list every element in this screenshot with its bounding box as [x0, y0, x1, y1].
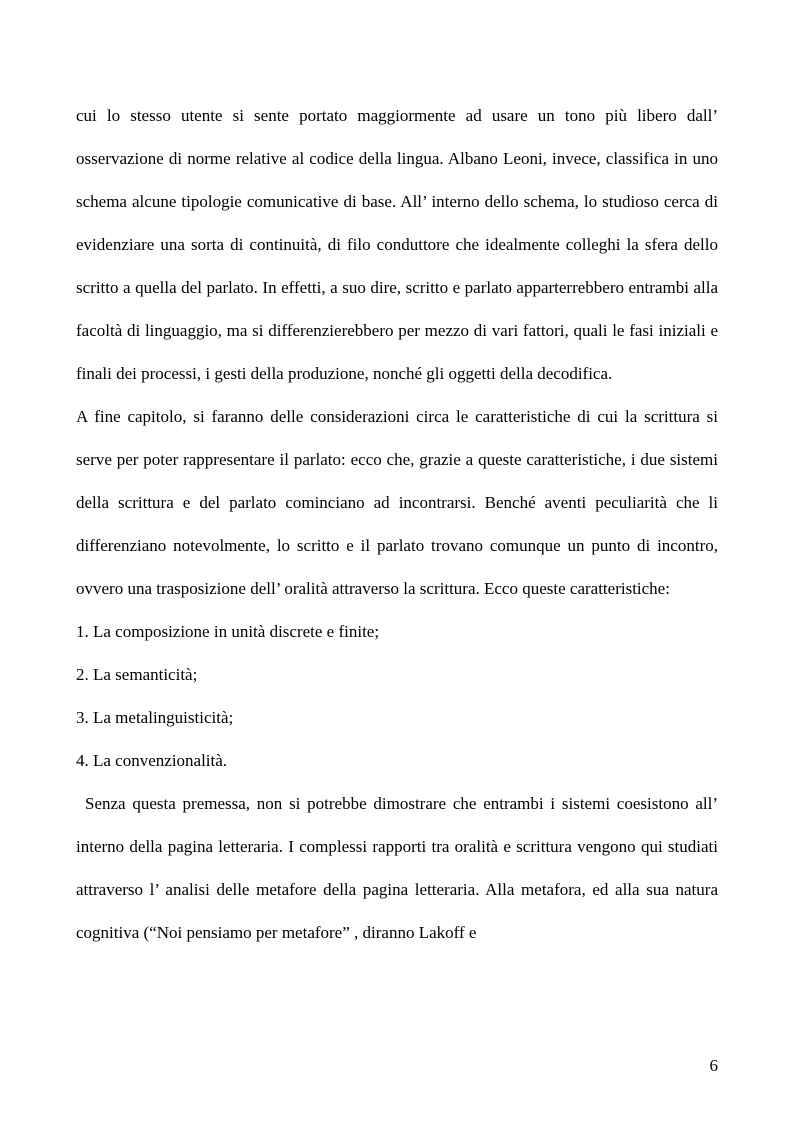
page-number: 6 — [709, 1056, 718, 1075]
body-text — [76, 94, 718, 954]
paragraph: A fine capitolo, si faranno delle considerazioni circa le caratteristiche di cui la scrittura si serve per poter rappresentare il parlato: ecco che, grazie a queste caratteristiche, i due sistemi della scrittura e del parlato cominciano ad incontrarsi. Benché aventi peculiarità che li differenziano notevolmente, lo scritto e il parlato trovano comunque un punto di incontro, ovvero una trasposizione dell’ oralità attraverso la scrittura. Ecco queste caratteristiche: — [76, 407, 718, 598]
list-item: 2. La semanticità; — [76, 665, 198, 684]
paragraph: cui lo stesso utente si sente portato maggiormente ad usare un tono più libero dall’ osservazione di norme relative al codice della lingua. Albano Leoni, invece, classifica in uno schema alcune tipologie comunicative di base. All’ interno dello schema, lo studioso cerca di evidenziare una sorta di continuità, di filo conduttore che idealmente colleghi la sfera dello scritto a quella del parlato. In effetti, a suo dire, scritto e parlato apparterrebbero entrambi alla facoltà di linguaggio, ma si differenzierebbero per mezzo di vari fattori, quali le fasi iniziali e finali dei processi, i gesti della produzione, nonché gli oggetti della decodifica. — [76, 106, 718, 383]
list-item: 3. La metalinguisticità; — [76, 708, 234, 727]
paragraph: Senza questa premessa, non si potrebbe dimostrare che entrambi i sistemi coesistono all’ interno della pagina letteraria. I complessi rapporti tra oralità e scrittura vengono qui studiati attraverso l’ analisi delle metafore della pagina letteraria. Alla metafora, ed alla sua natura cognitiva (“Noi pensiamo per metafore” , diranno Lakoff e — [76, 794, 718, 942]
list-item: 4. La convenzionalità. — [76, 751, 228, 770]
list-item: 1. La composizione in unità discrete e finite; — [76, 622, 380, 641]
